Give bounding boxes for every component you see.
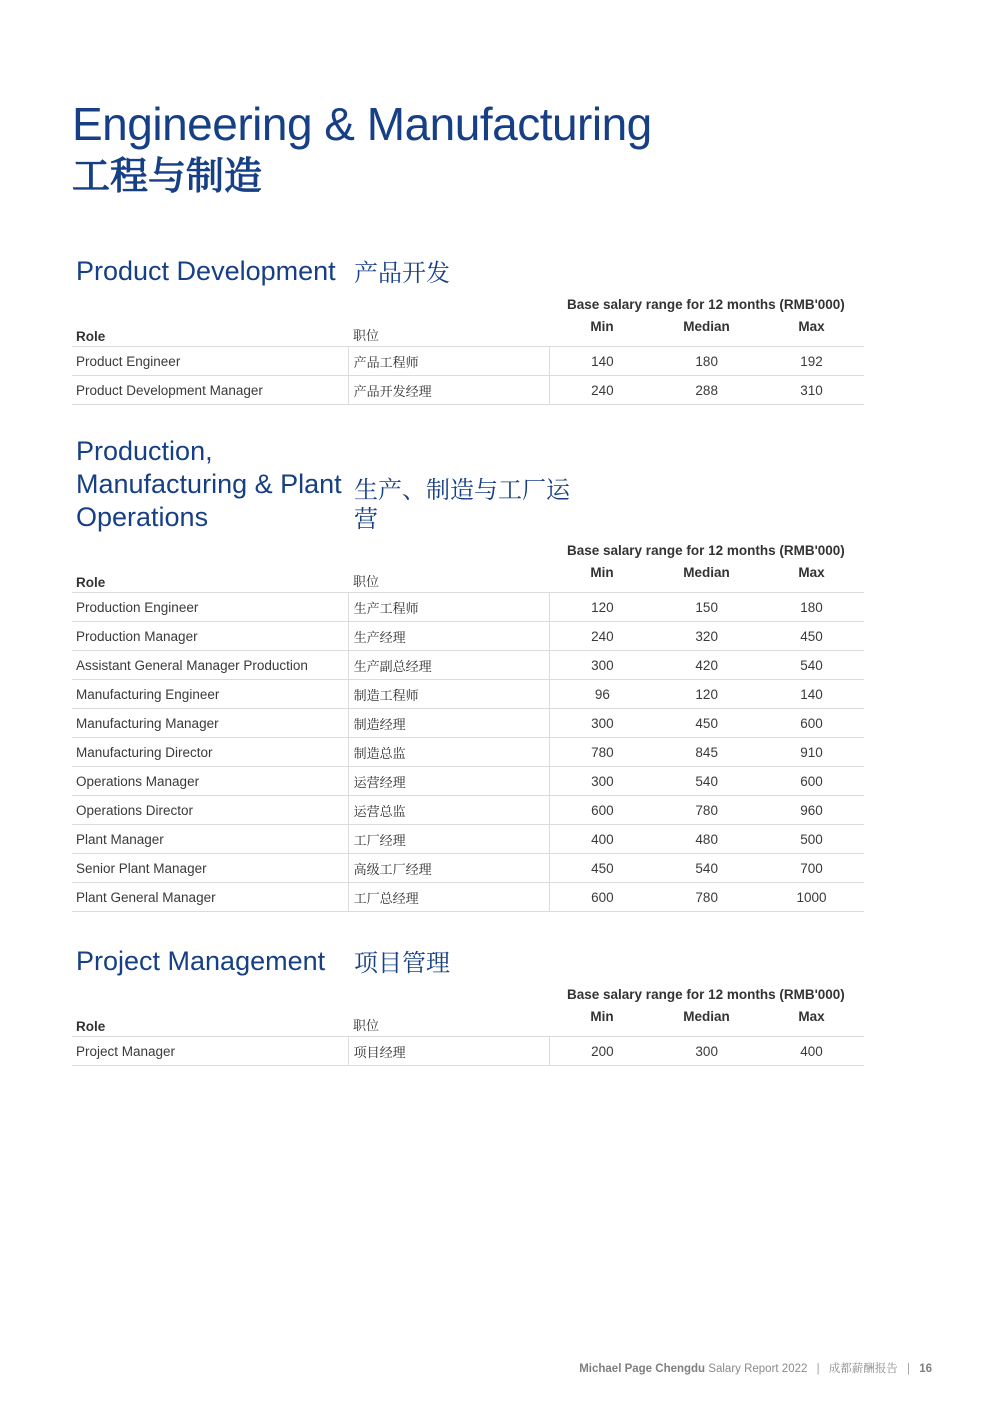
cell-max: 500 <box>800 831 823 847</box>
section-title-cn: 生产、制造与工厂运营 <box>354 476 570 533</box>
cell-role-cn: 产品工程师 <box>348 347 550 375</box>
cell-min: 600 <box>549 796 654 824</box>
page-title: Engineering & Manufacturing <box>72 98 652 150</box>
cell-median: 288 <box>695 382 718 398</box>
salary-table <box>72 1004 864 1066</box>
footer-separator: | <box>907 1363 910 1375</box>
header-role-cn: 职位 <box>353 575 380 590</box>
section-title-cn: 产品开发 <box>354 259 450 287</box>
cell-min: 300 <box>549 767 654 795</box>
table-row <box>72 738 864 767</box>
cell-min: 96 <box>549 680 654 708</box>
cell-max: 540 <box>800 657 823 673</box>
cell-role-cn: 生产副总经理 <box>348 651 550 679</box>
cell-role-cn: 高级工厂经理 <box>348 854 550 882</box>
cell-role: Operations Manager <box>76 773 200 789</box>
cell-role: Assistant General Manager Production <box>76 657 308 673</box>
cell-min: 300 <box>549 651 654 679</box>
cell-median: 450 <box>695 715 718 731</box>
cell-median: 540 <box>695 860 718 876</box>
salary-section <box>72 250 864 405</box>
cell-median: 300 <box>695 1043 718 1059</box>
header-min: Min <box>590 565 614 580</box>
cell-max: 600 <box>800 773 823 789</box>
header-role: Role <box>76 329 106 344</box>
cell-median: 540 <box>695 773 718 789</box>
cell-role-cn: 工厂经理 <box>348 825 550 853</box>
section-title-cn: 项目管理 <box>354 949 450 977</box>
header-median: Median <box>683 319 730 334</box>
cell-max: 310 <box>800 382 823 398</box>
cell-role-cn: 项目经理 <box>348 1037 550 1065</box>
page-title-cn: 工程与制造 <box>72 154 263 198</box>
cell-median: 180 <box>695 353 718 369</box>
cell-min: 400 <box>549 825 654 853</box>
cell-role: Project Manager <box>76 1043 176 1059</box>
cell-max: 140 <box>800 686 823 702</box>
cell-max: 700 <box>800 860 823 876</box>
page-footer <box>579 1360 932 1376</box>
table-header <box>72 560 864 593</box>
cell-min: 140 <box>549 347 654 375</box>
cell-min: 780 <box>549 738 654 766</box>
table-row <box>72 622 864 651</box>
table-row <box>72 347 864 376</box>
cell-min: 240 <box>549 376 654 404</box>
table-row <box>72 796 864 825</box>
cell-max: 450 <box>800 628 823 644</box>
cell-median: 320 <box>695 628 718 644</box>
cell-max: 192 <box>800 353 823 369</box>
cell-role: Manufacturing Engineer <box>76 686 220 702</box>
cell-role: Production Manager <box>76 628 198 644</box>
table-row <box>72 376 864 405</box>
section-heading <box>72 436 864 534</box>
header-role: Role <box>76 575 106 590</box>
footer-report: Salary Report 2022 <box>708 1363 808 1375</box>
cell-role-cn: 生产工程师 <box>348 593 550 621</box>
section-title: Project Management <box>76 946 326 976</box>
header-min: Min <box>590 319 614 334</box>
section-heading <box>72 940 864 978</box>
cell-role-cn: 制造总监 <box>348 738 550 766</box>
table-row <box>72 767 864 796</box>
salary-section <box>72 436 864 912</box>
cell-max: 960 <box>800 802 823 818</box>
table-row <box>72 825 864 854</box>
cell-max: 1000 <box>796 889 827 905</box>
table-row <box>72 1037 864 1066</box>
cell-min: 450 <box>549 854 654 882</box>
cell-role: Manufacturing Director <box>76 744 213 760</box>
cell-median: 420 <box>695 657 718 673</box>
section-title: Production, Manufacturing & Plant Operations <box>76 436 342 532</box>
footer-report-cn: 成都薪酬报告 <box>828 1361 898 1375</box>
salary-table <box>72 560 864 912</box>
footer-separator: | <box>816 1363 820 1375</box>
cell-role-cn: 运营经理 <box>348 767 550 795</box>
cell-median: 480 <box>695 831 718 847</box>
header-max: Max <box>798 1009 825 1024</box>
table-row <box>72 593 864 622</box>
cell-min: 240 <box>549 622 654 650</box>
cell-role: Plant Manager <box>76 831 164 847</box>
cell-max: 180 <box>800 599 823 615</box>
header-median: Median <box>683 565 730 580</box>
cell-median: 150 <box>695 599 718 615</box>
section-heading <box>72 250 864 288</box>
cell-role: Plant General Manager <box>76 889 216 905</box>
footer-brand: Michael Page Chengdu <box>579 1363 706 1375</box>
salary-range-label: Base salary range for 12 months (RMB'000) <box>567 543 845 558</box>
cell-median: 845 <box>695 744 718 760</box>
table-row <box>72 883 864 912</box>
cell-role: Product Development Manager <box>76 382 263 398</box>
cell-role-cn: 运营总监 <box>348 796 550 824</box>
cell-role-cn: 制造经理 <box>348 709 550 737</box>
salary-range-label: Base salary range for 12 months (RMB'000) <box>567 297 845 312</box>
cell-role: Production Engineer <box>76 599 199 615</box>
table-header <box>72 1004 864 1037</box>
cell-role: Operations Director <box>76 802 194 818</box>
footer-page-number: 16 <box>919 1363 932 1375</box>
header-role: Role <box>76 1019 106 1034</box>
header-min: Min <box>590 1009 614 1024</box>
cell-max: 600 <box>800 715 823 731</box>
cell-median: 780 <box>695 802 718 818</box>
section-title: Product Development <box>76 256 336 286</box>
header-median: Median <box>683 1009 730 1024</box>
cell-min: 120 <box>549 593 654 621</box>
header-max: Max <box>798 565 825 580</box>
table-header <box>72 314 864 347</box>
cell-role: Senior Plant Manager <box>76 860 207 876</box>
cell-min: 200 <box>549 1037 654 1065</box>
table-row <box>72 680 864 709</box>
cell-max: 400 <box>800 1043 823 1059</box>
header-role-cn: 职位 <box>353 329 380 344</box>
salary-section <box>72 940 864 1066</box>
header-role-cn: 职位 <box>353 1019 380 1034</box>
header-max: Max <box>798 319 825 334</box>
cell-role: Manufacturing Manager <box>76 715 219 731</box>
cell-max: 910 <box>800 744 823 760</box>
cell-min: 600 <box>549 883 654 911</box>
cell-min: 300 <box>549 709 654 737</box>
cell-median: 780 <box>695 889 718 905</box>
cell-role-cn: 产品开发经理 <box>348 376 550 404</box>
cell-role-cn: 生产经理 <box>348 622 550 650</box>
salary-range-label: Base salary range for 12 months (RMB'000) <box>567 987 845 1002</box>
cell-role-cn: 制造工程师 <box>348 680 550 708</box>
table-row <box>72 854 864 883</box>
table-row <box>72 709 864 738</box>
cell-role-cn: 工厂总经理 <box>348 883 550 911</box>
cell-role: Product Engineer <box>76 353 181 369</box>
cell-median: 120 <box>695 686 718 702</box>
table-row <box>72 651 864 680</box>
salary-table <box>72 314 864 405</box>
